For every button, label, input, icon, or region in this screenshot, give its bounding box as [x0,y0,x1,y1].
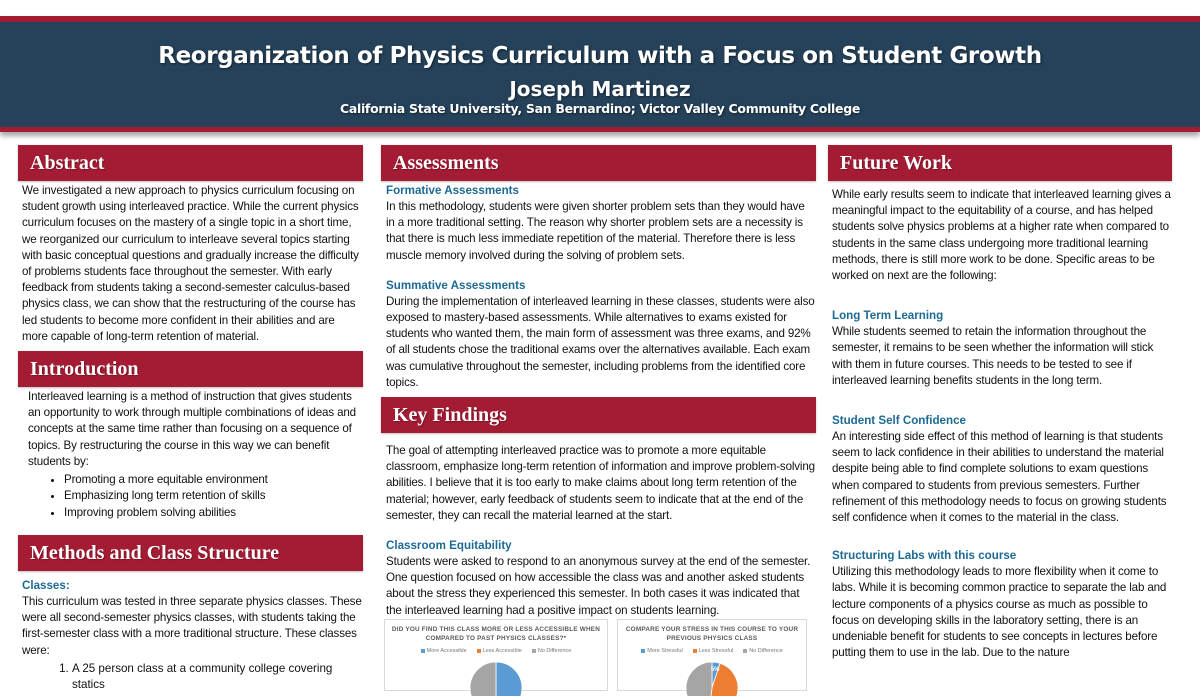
accessibility-pie-chart [384,619,608,691]
pie-svg [385,656,607,696]
pie-data-label: 5% [710,667,720,673]
pie-slice-no-difference [686,662,712,696]
classes-list [18,661,363,694]
class-item: 1. A 25 person class at a community college covering statics [72,661,363,694]
poster-author: Joseph Martinez [509,77,691,101]
future-work-text: While early results seem to indicate that interleaved learning gives a meaningful impact to the equitability of a course, and has helped students solve physics problems at a higher rate when compared to students in the same class undergoing more traditional learning methods, there is still more work to be done. Specific areas to be worked on next are the following: [832,188,1171,283]
methods-text: This curriculum was tested in three separate physics classes. These were all second-semester physics classes, with students taking the first-semester class with a more traditional structure. These classes were: [22,594,362,657]
long-term-learning-text: While students seemed to retain the information throughout the semester, it remains to be seen whether the information will stick with them in future courses. This needs to be tested to see if interleaved learning benefits students in the long term. [832,325,1154,387]
introduction-bullets [18,472,363,521]
formative-text: In this methodology, students were given shorter problem sets than they would have in a more traditional setting. The reason why shorter problem sets are a necessity is that there is much less immediate repetition of the material. Therefore there is less muscle memory involved during the solving of problem sets. [386,200,805,262]
column-left [18,145,363,693]
poster-title: Reorganization of Physics Curriculum with a Focus on Student Growth [158,43,1042,69]
legend-item: More Stressful [641,648,682,654]
stress-pie-chart [617,619,807,691]
equitability-text: Students were asked to respond to an anonymous survey at the end of the semester. One question focused on how accessible the class was and another asked students about the stress they experienced this semester. In both cases it was indicated that the interleaved learning had a positive impact on students learning. [386,555,811,617]
classes-subheading: Classes: [22,578,70,592]
banner-stripe-bottom [0,127,1200,132]
pie-svg [618,656,806,696]
bullet-item: • Promoting a more equitable environment [64,472,363,488]
abstract-text: We investigated a new approach to physics curriculum focusing on student growth using interleaved practice. While the current physics curriculum focuses on the mastery of a single topic in a short time, we reorganized our curriculum to interleave several topics starting with basic conceptual questions and gradually increase the difficulty of problems students face throughout the semester. With early feedback from students taking a second-semester calculus-based physics class, we can show that the restructuring of the course has led students to become more confident in their abilities and are more capable of long-term retention of material. [22,184,359,343]
methods-heading: Methods and Class Structure [18,535,363,571]
key-findings-heading: Key Findings [381,397,816,433]
summative-text: During the implementation of interleaved learning in these classes, students were also exposed to mastery-based assessments. While alternatives to exams existed for students who wanted them, the main form of assessment was three exams, and 92% of all students chose the traditional exams over the alternatives available. Each exam was cumulative throughout the semester, including problems from the identified core topics. [386,294,815,389]
legend-item: No Difference [532,648,572,654]
legend-item: No Difference [743,648,783,654]
long-term-learning-subheading: Long Term Learning [832,309,944,323]
chart-title: DID YOU FIND THIS CLASS MORE OR LESS ACCESSIBLE WHEN COMPARED TO PAST PHYSICS CLASSES?* [391,626,601,642]
formative-subheading: Formative Assessments [386,184,519,197]
poster-affiliation: California State University, San Bernardino; Victor Valley Community College [339,101,861,116]
self-confidence-text: An interesting side effect of this method of learning is that students seem to lack confidence in their abilities to understand the material despite being able to find complete solutions to exam questions when compared to students from previous semesters. Further refinement of this methodology needs to focus on growing students self confidence when it comes to the material in the class. [832,430,1167,525]
future-work-heading: Future Work [828,145,1172,181]
bullet-item: • Emphasizing long term retention of skills [64,488,363,504]
banner-stripe-top [0,16,1200,22]
introduction-text: Interleaved learning is a method of instruction that gives students an opportunity to work through multiple combinations of ideas and concepts at the same time rather than focusing on a sequence of topics. By restructuring the course in this way we can benefit students by: [28,390,356,468]
chart-legend [618,648,806,654]
abstract-heading: Abstract [18,145,363,181]
legend-item: More Accessible [421,648,467,654]
column-middle [381,145,816,619]
labs-text: Utilizing this methodology leads to more flexibility when it come to labs. While it is becoming common practice to separate the lab and lecture components of a physics course as much as possible to focus on developing skills in the laboratory setting, there is an undeniable benefit for students to see concepts in lectures before putting them to use in the lab. Due to the nature [832,565,1167,660]
column-right [828,145,1172,661]
chart-title: COMPARE YOUR STRESS IN THIS COURSE TO YOUR PREVIOUS PHYSICS CLASS [625,626,799,642]
pie-slice-more-accessible [496,662,522,696]
introduction-heading: Introduction [18,351,363,387]
legend-item: Less Stressful [693,648,734,654]
equitability-subheading: Classroom Equitability [386,539,512,553]
bullet-item: • Improving problem solving abilities [64,505,363,521]
assessments-heading: Assessments [381,145,816,181]
self-confidence-subheading: Student Self Confidence [832,414,966,428]
chart-legend [385,648,607,654]
poster-banner [0,16,1200,132]
labs-subheading: Structuring Labs with this course [832,549,1017,563]
key-findings-text: The goal of attempting interleaved practice was to promote a more equitable classroom, emphasize long-term retention of information and improve problem-solving abilities. I believe that it is too early to make claims about long term retention of the material; however, early feedback of students seem to indicate that at the end of the semester, they can recall the material learned at the start. [386,444,815,522]
legend-item: Less Accessible [477,648,522,654]
pie-slice-no-difference [470,662,496,696]
summative-subheading: Summative Assessments [386,278,526,292]
